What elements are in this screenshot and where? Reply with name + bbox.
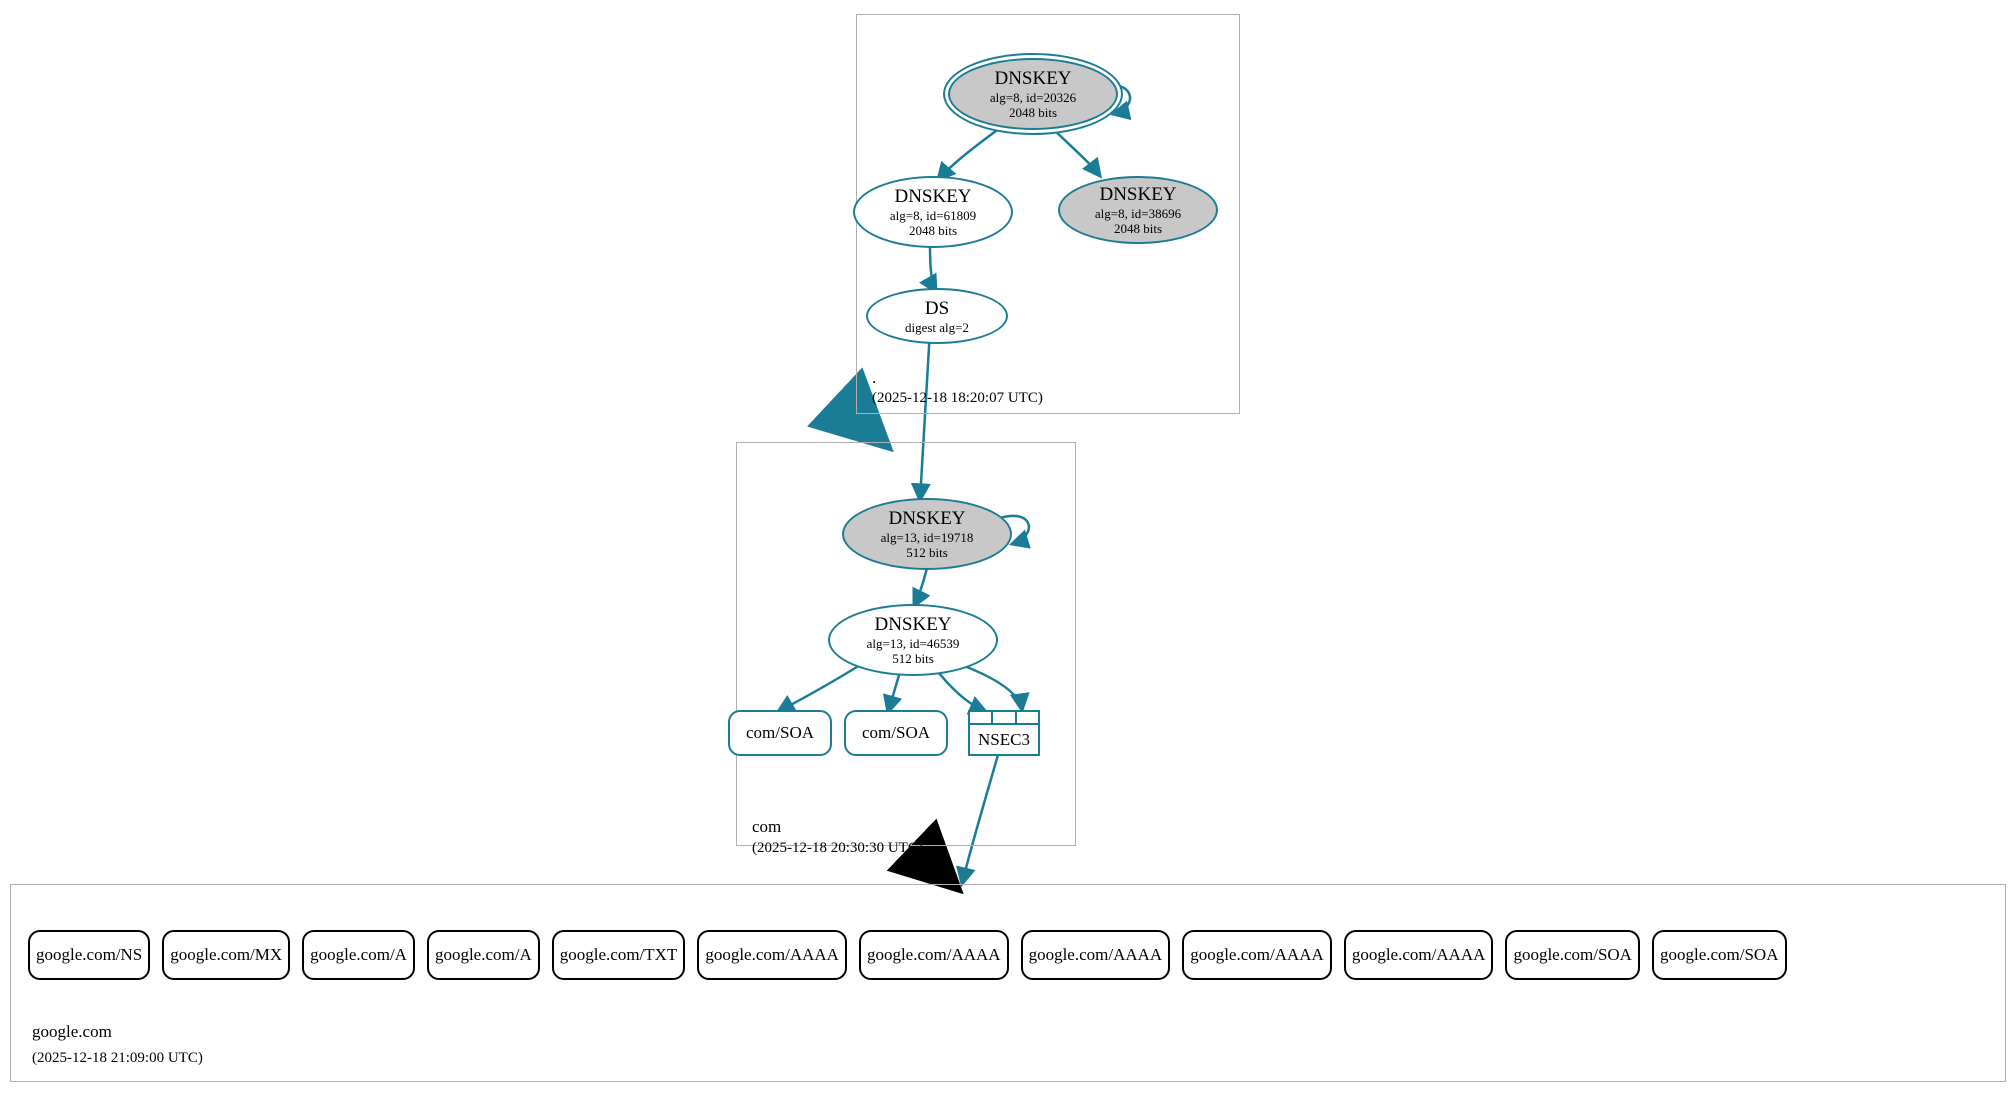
rrset-node-google-com-mx[interactable] — [162, 930, 290, 980]
dnskey-type-label: DNSKEY — [1099, 184, 1177, 205]
dnskey-alg-id-label: alg=8, id=61809 — [889, 208, 977, 223]
ds-type-label: DS — [924, 297, 950, 319]
rrset-node-google-com-a-1[interactable] — [302, 930, 415, 980]
ds-digest-label: digest alg=2 — [904, 319, 970, 335]
rrset-label: google.com/AAAA — [705, 945, 839, 964]
dnskey-alg-id-label: alg=13, id=19718 — [880, 530, 974, 545]
dnskey-alg-id-label: alg=8, id=38696 — [1094, 206, 1182, 221]
dnskey-size-label: 512 bits — [892, 651, 934, 666]
rrset-node-google-com-aaaa-2[interactable] — [859, 930, 1009, 980]
rrset-node-google-com-a-2[interactable] — [427, 930, 540, 980]
dnskey-alg-id-label: alg=8, id=20326 — [989, 90, 1077, 105]
nsec3-label: NSEC3 — [978, 729, 1030, 749]
dnskey-node-com-zsk[interactable] — [828, 604, 998, 676]
ds-node-com[interactable] — [866, 288, 1008, 344]
rrset-label: google.com/MX — [170, 945, 283, 964]
rrset-node-google-com-soa-1[interactable] — [1505, 930, 1640, 980]
zone-label-google-com: google.com — [32, 1022, 112, 1041]
nsec3-header-row — [970, 712, 1038, 725]
rrset-label: google.com/AAAA — [1351, 945, 1486, 964]
nsec3-header-cell — [1017, 712, 1038, 723]
dnskey-type-label: DNSKEY — [994, 68, 1072, 89]
rrset-node-com-soa-2[interactable] — [844, 710, 948, 756]
dnskey-type-label: DNSKEY — [894, 186, 972, 207]
rrset-node-google-com-aaaa-4[interactable] — [1182, 930, 1332, 980]
rrset-label: com/SOA — [862, 723, 930, 742]
dnskey-type-label: DNSKEY — [888, 508, 966, 529]
rrset-node-google-com-txt[interactable] — [552, 930, 686, 980]
rrset-row-google-com — [28, 930, 1799, 980]
dnskey-node-com-ksk[interactable] — [842, 498, 1012, 570]
dnskey-size-label: 2048 bits — [1113, 221, 1163, 236]
rrset-label: google.com/AAAA — [866, 945, 1001, 964]
rrset-node-google-com-aaaa-1[interactable] — [697, 930, 847, 980]
rrset-node-com-soa-1[interactable] — [728, 710, 832, 756]
zone-timestamp-com: (2025-12-18 20:30:30 UTC) — [752, 840, 923, 856]
rrset-label: google.com/NS — [36, 945, 143, 964]
rrset-node-google-com-soa-2[interactable] — [1652, 930, 1787, 980]
zone-timestamp-google-com: (2025-12-18 21:09:00 UTC) — [32, 1050, 203, 1066]
nsec3-node[interactable] — [968, 710, 1040, 756]
dnskey-size-label: 2048 bits — [908, 223, 958, 238]
dnskey-type-label: DNSKEY — [874, 614, 952, 635]
dnskey-size-label: 2048 bits — [1008, 105, 1058, 120]
rrset-node-google-com-ns[interactable] — [28, 930, 150, 980]
dnskey-node-root-ksk[interactable] — [948, 58, 1118, 130]
dnskey-node-root-zsk[interactable] — [853, 176, 1013, 248]
dnskey-size-label: 512 bits — [906, 545, 948, 560]
zone-label-root: . — [872, 368, 877, 387]
rrset-node-google-com-aaaa-5[interactable] — [1344, 930, 1494, 980]
rrset-label: google.com/SOA — [1513, 945, 1632, 964]
zone-label-com: com — [752, 817, 782, 836]
zone-box-google-com — [10, 884, 2006, 1082]
dnskey-node-root-38696[interactable] — [1058, 176, 1218, 244]
rrset-label: google.com/SOA — [1659, 945, 1779, 964]
rrset-label: google.com/A — [310, 945, 407, 964]
rrset-label: google.com/A — [434, 945, 532, 964]
dnskey-alg-id-label: alg=13, id=46539 — [866, 636, 960, 651]
zone-timestamp-root: (2025-12-18 18:20:07 UTC) — [872, 390, 1043, 406]
rrset-label: google.com/AAAA — [1028, 945, 1163, 964]
rrset-label: com/SOA — [746, 723, 814, 742]
nsec3-header-cell — [970, 712, 993, 723]
rrset-label: google.com/TXT — [559, 945, 678, 964]
nsec3-header-cell — [993, 712, 1016, 723]
rrset-node-google-com-aaaa-3[interactable] — [1021, 930, 1171, 980]
rrset-label: google.com/AAAA — [1190, 945, 1324, 964]
